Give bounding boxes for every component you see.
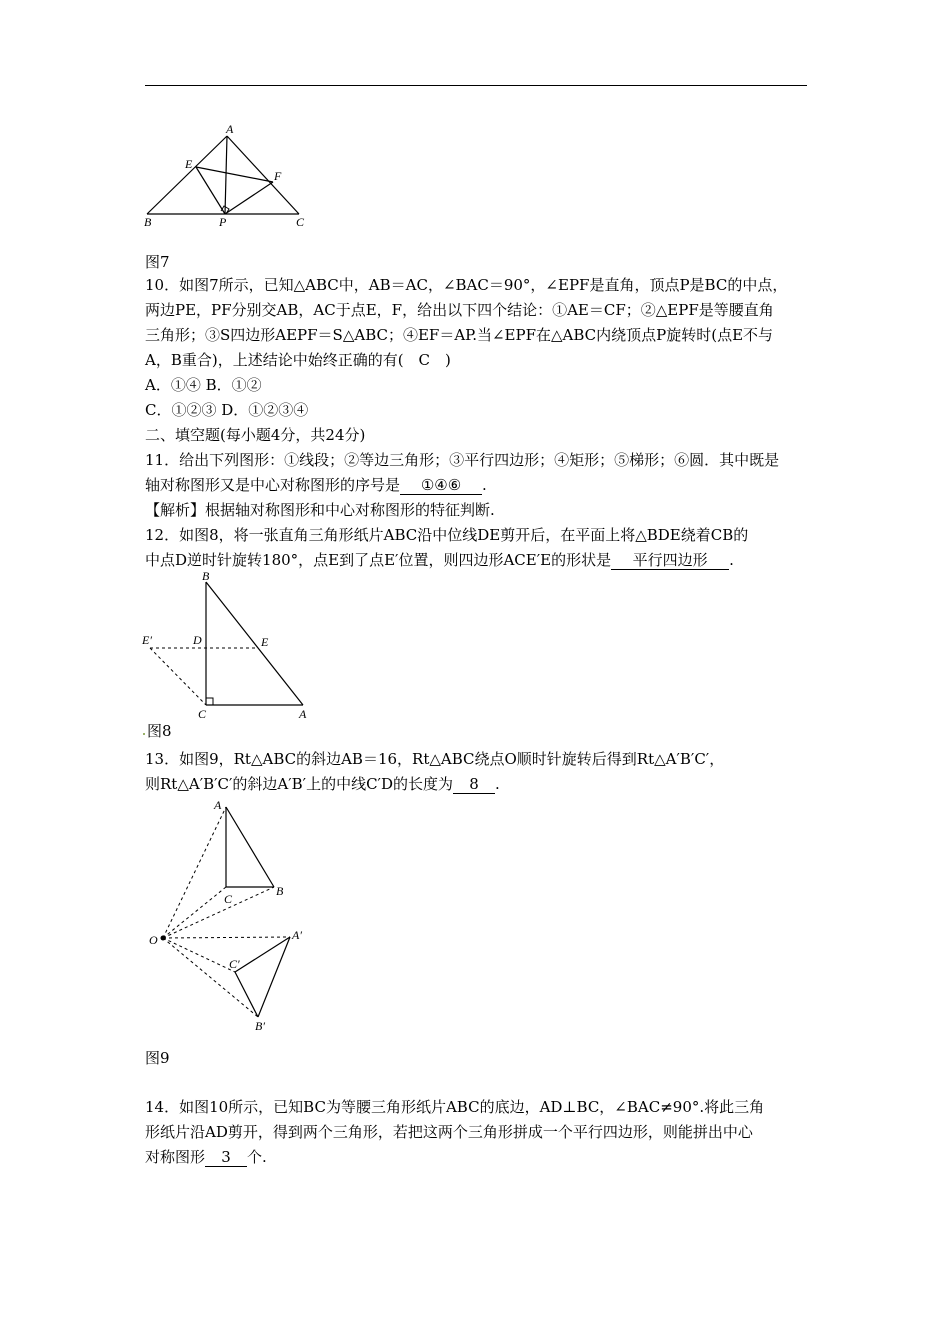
figure-7	[140, 122, 320, 232]
fig7-label-a: A	[226, 122, 234, 136]
q12-prompt: 中点D逆时针旋转180°，点E到了点E′位置，则四边形ACE′E的形状是	[145, 551, 612, 569]
figure-8-drawing	[140, 568, 320, 723]
fig9-label-a-prime: A′	[292, 928, 302, 942]
q13-period: .	[495, 775, 500, 793]
figure-7-drawing	[140, 122, 320, 232]
q14-line-2: 形纸片沿AD剪开，得到两个三角形，若把这两个三角形拼成一个平行四边形，则能拼出中心	[145, 1123, 753, 1141]
q10-line-3: 三角形；③S四边形AEPF＝S△ABC；④EF＝AP.当∠EPF在△ABC内绕顶点P旋转时(点E不与	[145, 326, 774, 344]
q10-line-4: A，B重合)，上述结论中始终正确的有( C )	[145, 351, 451, 369]
q10-options-ab: A．①④ B．①②	[145, 376, 262, 394]
figure-8-caption: 图8	[147, 722, 172, 740]
fig8-label-e-prime: E′	[142, 633, 152, 647]
fig8-label-c: C	[198, 707, 207, 721]
header-rule	[145, 85, 807, 86]
figure-9	[140, 797, 320, 1037]
question-13	[145, 747, 810, 797]
fig7-label-e: E	[185, 157, 193, 171]
stray-mark	[143, 733, 145, 735]
q13-line-2	[145, 772, 810, 797]
fig7-label-p: P	[219, 215, 227, 229]
question-10	[145, 273, 810, 573]
q10-line-2: 两边PE，PF分别交AB，AC于点E，F，给出以下四个结论：①AE＝CF；②△EPF是等腰直角	[145, 301, 774, 319]
q13-prompt: 则Rt△A′B′C′的斜边A′B′上的中线C′D的长度为	[145, 775, 453, 793]
figure-9-drawing	[140, 797, 320, 1037]
q11-answer: ①④⑥	[400, 476, 482, 495]
figure-9-caption: 图9	[145, 1049, 170, 1067]
q14-answer: 3	[205, 1148, 247, 1167]
fig9-label-b-prime: B′	[255, 1019, 265, 1033]
fig8-label-a: A	[299, 707, 307, 721]
q11-line-1: 11．给出下列图形：①线段；②等边三角形；③平行四边形；④矩形；⑤梯形；⑥圆．其中既是	[145, 451, 780, 469]
fig7-label-c: C	[296, 215, 305, 229]
figure-8	[140, 568, 320, 723]
q12-line-1: 12．如图8，将一张直角三角形纸片ABC沿中位线DE剪开后，在平面上将△BDE绕着CB的	[145, 526, 749, 544]
q10-options-cd: C．①②③ D．①②③④	[145, 401, 309, 419]
figure-7-caption: 图7	[145, 253, 170, 271]
q11-analysis: 【解析】根据轴对称图形和中心对称图形的特征判断.	[145, 501, 495, 519]
fig7-label-b: B	[144, 215, 152, 229]
fig9-label-c: C	[224, 892, 233, 906]
q12-period: .	[729, 551, 734, 569]
q11-line-2	[145, 473, 810, 498]
question-14	[145, 1095, 810, 1170]
q13-answer: 8	[453, 775, 495, 794]
fig9-label-b: B	[276, 884, 284, 898]
fig9-label-o: O	[149, 933, 158, 947]
q14-suffix: 个.	[247, 1148, 267, 1166]
fig9-label-c-prime: C′	[229, 957, 240, 971]
q11-prompt: 轴对称图形又是中心对称图形的序号是	[145, 476, 401, 494]
q10-line-1: 10．如图7所示，已知△ABC中，AB＝AC，∠BAC＝90°，∠EPF是直角，顶点P是BC的中点，	[145, 276, 788, 294]
q14-line-3	[145, 1145, 810, 1170]
fig7-label-f: F	[274, 169, 282, 183]
q14-prompt: 对称图形	[145, 1148, 206, 1166]
fig8-label-e: E	[261, 635, 269, 649]
fig8-label-b: B	[202, 569, 210, 583]
q11-period: .	[482, 476, 487, 494]
q12-answer: 平行四边形	[611, 551, 729, 570]
q14-line-1: 14．如图10所示，已知BC为等腰三角形纸片ABC的底边，AD⊥BC，∠BAC≠90°.将此三角	[145, 1098, 765, 1116]
fig9-label-a: A	[214, 798, 222, 812]
q13-line-1: 13．如图9，Rt△ABC的斜边AB＝16，Rt△ABC绕点O顺时针旋转后得到Rt△A′B′C′，	[145, 750, 725, 768]
fig8-label-d: D	[193, 633, 202, 647]
section-2-heading: 二、填空题(每小题4分，共24分)	[145, 426, 366, 444]
